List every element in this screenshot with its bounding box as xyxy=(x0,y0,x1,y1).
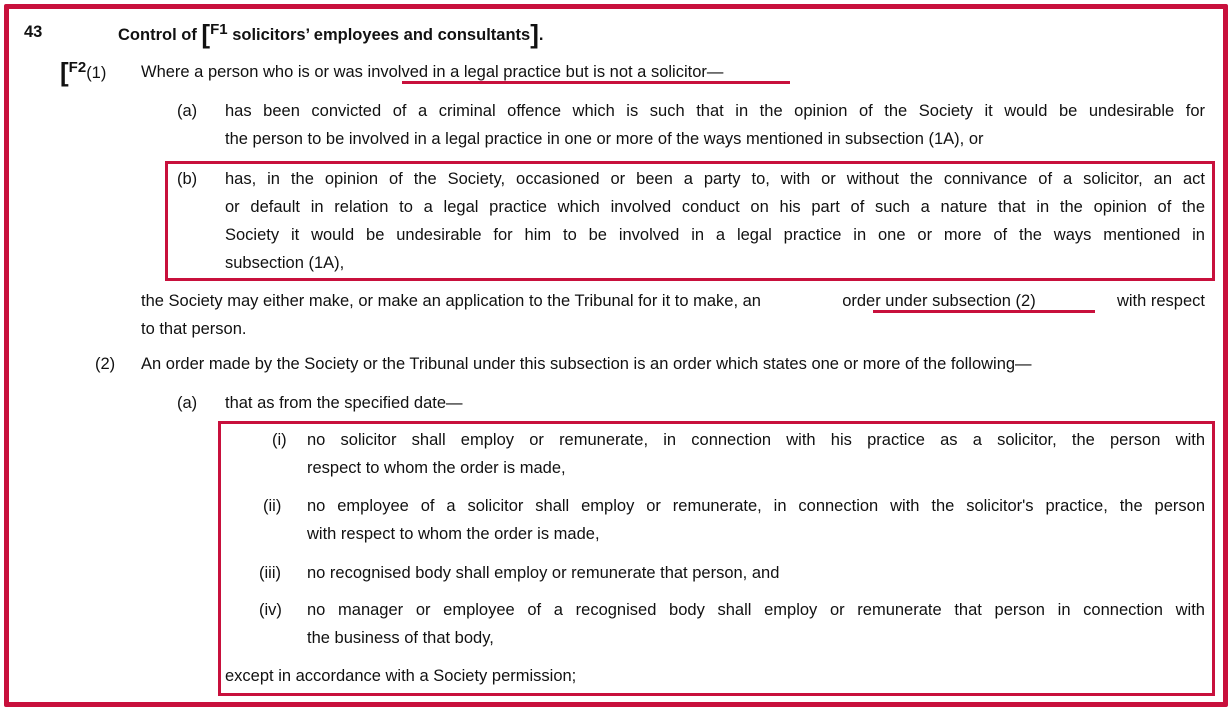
para-b-line-3: Society it would be undesirable for him to be involved in a legal practice in one or more of the ways mentioned in xyxy=(225,226,1205,244)
item-i-line-2: respect to whom the order is made, xyxy=(307,459,566,477)
except-clause: except in accordance with a Society permission; xyxy=(225,667,577,685)
underline-order-subsection xyxy=(873,310,1095,313)
section-title-prefix: Control of xyxy=(118,26,197,44)
section-title: solicitors’ employees and consultants xyxy=(232,26,531,44)
item-i-label: (i) xyxy=(272,431,287,449)
amendment-open-bracket-f2: [ xyxy=(60,57,69,87)
section-heading xyxy=(118,20,543,50)
item-ii-label: (ii) xyxy=(263,497,282,515)
amendment-ref-f2[interactable]: F2 xyxy=(68,59,87,76)
closing-suffix: with respect xyxy=(1116,292,1205,310)
item-ii-line-1: no employee of a solicitor shall employ or remunerate, in connection with the solicitor's practice, the person xyxy=(307,497,1205,515)
amendment-ref-f1[interactable]: F1 xyxy=(210,21,228,38)
subsection-2-number: (2) xyxy=(95,355,116,373)
section-number: 43 xyxy=(24,23,43,41)
item-iv-label: (iv) xyxy=(259,601,282,619)
closing-highlight: order under subsection (2) xyxy=(842,292,1036,310)
item-iii-line-1: no recognised body shall employ or remunerate that person, and xyxy=(307,564,780,582)
lead-prefix: Where a person who is or was xyxy=(141,63,363,81)
para-b-line-1: has, in the opinion of the Society, occasioned or been a party to, with or without the connivance of a solicitor, an act xyxy=(225,170,1205,188)
underline-legal-practice xyxy=(402,81,790,84)
para-b-line-4: subsection (1A), xyxy=(225,254,345,272)
item-i-line-1: no solicitor shall employ or remunerate, in connection with his practice as a solicitor, the person with xyxy=(307,431,1205,449)
item-ii-line-2: with respect to whom the order is made, xyxy=(307,525,600,543)
sub2-para-a-label: (a) xyxy=(177,394,198,412)
item-iv-line-2: the business of that body, xyxy=(307,629,494,647)
para-a-label: (a) xyxy=(177,102,198,120)
para-b-label: (b) xyxy=(177,170,198,188)
para-a-line-1: has been convicted of a criminal offence which is such that in the opinion of the Society it would be undesirable for xyxy=(225,102,1205,120)
para-a-line-2: the person to be involved in a legal practice in one or more of the ways mentioned in subsection (1A), or xyxy=(225,130,984,148)
item-iii-label: (iii) xyxy=(259,564,281,582)
amendment-open-bracket: [ xyxy=(201,19,211,49)
subsection-2-lead: An order made by the Society or the Tribunal under this subsection is an order which states one or more of the following— xyxy=(141,355,1032,373)
lead-highlight: involved in a legal practice but is not a solicitor xyxy=(367,63,707,81)
subsection-1-closing-line-2: to that person. xyxy=(141,320,247,338)
closing-prefix: the Society may either make, or make an application to the Tribunal for it to make, an xyxy=(141,292,761,310)
sub2-para-a-text: that as from the specified date— xyxy=(225,394,463,412)
amendment-close-bracket: ] xyxy=(530,19,539,49)
para-b-line-2: or default in relation to a legal practice which involved conduct on his part of such a nature that in the opinion of the xyxy=(225,198,1205,216)
subsection-1-marker xyxy=(60,58,106,88)
subsection-1-number: (1) xyxy=(86,64,107,82)
section-title-period: . xyxy=(538,26,544,44)
lead-dash: — xyxy=(706,63,724,81)
item-iv-line-1: no manager or employee of a recognised body shall employ or remunerate that person in connection with xyxy=(307,601,1205,619)
